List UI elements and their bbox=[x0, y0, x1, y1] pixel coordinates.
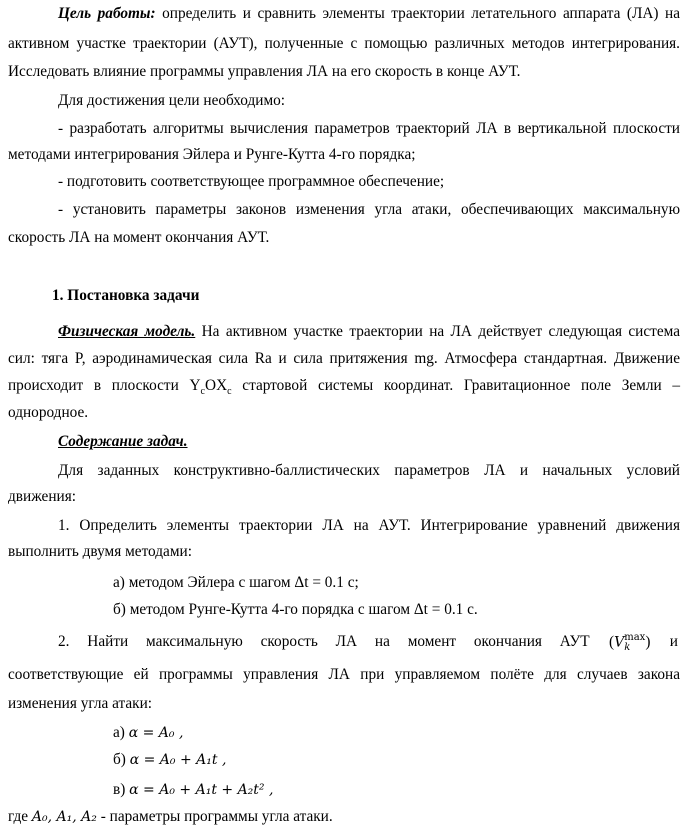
content-line-2: движения: bbox=[8, 488, 77, 505]
phys-line-2: сил: тяга P, аэродинамическая сила Ra и сила притяжения mg. Атмосфера стандартная. Движение bbox=[8, 350, 680, 367]
text: и bbox=[669, 633, 678, 650]
text: α = A₀ + A₁t + A₂t² , bbox=[129, 782, 274, 798]
phys-label: Физическая модель. bbox=[58, 323, 196, 340]
formula-a bbox=[113, 724, 680, 742]
task2-line-2: соответствующие ей программы управления ЛА при управляемом полёте для случаев закона bbox=[8, 666, 680, 683]
text: в) bbox=[113, 781, 126, 798]
text: A₀, A₁, A₂ bbox=[31, 809, 97, 825]
content-label: Содержание задач. bbox=[58, 433, 188, 450]
text: Y bbox=[189, 377, 201, 394]
item-3-cont: скорость ЛА на момент окончания АУТ. bbox=[8, 229, 270, 246]
item-3: - установить параметры законов изменения угла атаки, обеспечивающих максимальную bbox=[58, 201, 680, 218]
phys-line-3 bbox=[8, 377, 680, 401]
task1-b: б) методом Рунге-Кутта 4-го порядка с шагом Δt = 0.1 с. bbox=[113, 601, 478, 618]
goal-label: Цель работы: bbox=[58, 5, 156, 22]
item-1: - разработать алгоритмы вычисления параметров траекторий ЛА в вертикальной плоскости bbox=[58, 120, 680, 137]
text: стартовой системы координат. Гравитационное поле Земли – bbox=[242, 377, 680, 394]
text: На активном участке траектории на ЛА действует следующая система bbox=[201, 323, 680, 340]
formula-c bbox=[113, 781, 680, 799]
text: происходит в плоскости bbox=[8, 377, 179, 394]
text: c bbox=[227, 386, 232, 398]
text: б) bbox=[113, 751, 126, 768]
text: c bbox=[200, 386, 205, 398]
text: k bbox=[624, 642, 631, 653]
goal-line-3: Исследовать влияние программы управления ЛА на его скорость в конце АУТ. bbox=[8, 63, 521, 80]
formula-b bbox=[113, 751, 680, 769]
text: max bbox=[624, 632, 646, 643]
text: α = A₀ , bbox=[128, 725, 184, 741]
task1-a: а) методом Эйлера с шагом Δt = 0.1 с; bbox=[113, 574, 359, 591]
phys-line-4: однородное. bbox=[8, 404, 89, 421]
vk-max: (Vmax k ) bbox=[609, 632, 651, 653]
text: V bbox=[614, 634, 625, 651]
text: определить и сравнить элементы траектории летательного аппарата (ЛА) на bbox=[162, 5, 680, 22]
coord-plane bbox=[189, 377, 232, 398]
need-text: Для достижения цели необходимо: bbox=[58, 92, 286, 109]
footer-line bbox=[8, 808, 680, 826]
item-1-cont: методами интегрирования Эйлера и Рунге-Кутта 4-го порядка; bbox=[8, 146, 416, 163]
content-line-1: Для заданных конструктивно-баллистических параметров ЛА и начальных условий bbox=[58, 462, 680, 479]
text: 2. Найти максимальную скорость ЛА на момент окончания АУТ bbox=[58, 633, 590, 650]
phys-line-1 bbox=[58, 323, 680, 341]
task1-line-2: выполнить двумя методами: bbox=[8, 543, 192, 560]
task2-line-3: изменения угла атаки: bbox=[8, 695, 153, 712]
goal-line-1 bbox=[58, 5, 680, 23]
text: где bbox=[8, 808, 29, 825]
text: O bbox=[205, 377, 217, 394]
goal-line-2: активном участке траектории (АУТ), полученные с помощью различных методов интегрирования. bbox=[8, 35, 680, 52]
section-heading: 1. Постановка задачи bbox=[52, 287, 200, 304]
text: - параметры программы угла атаки. bbox=[100, 808, 333, 825]
task1-line-1: 1. Определить элементы траектории ЛА на АУТ. Интегрирование уравнений движения bbox=[58, 517, 680, 534]
text: α = A₀ + A₁t , bbox=[129, 752, 227, 768]
text: X bbox=[216, 377, 228, 394]
text: а) bbox=[113, 724, 125, 741]
item-2: - подготовить соответствующее программное обеспечение; bbox=[58, 173, 445, 190]
task2-line-1 bbox=[58, 633, 678, 653]
